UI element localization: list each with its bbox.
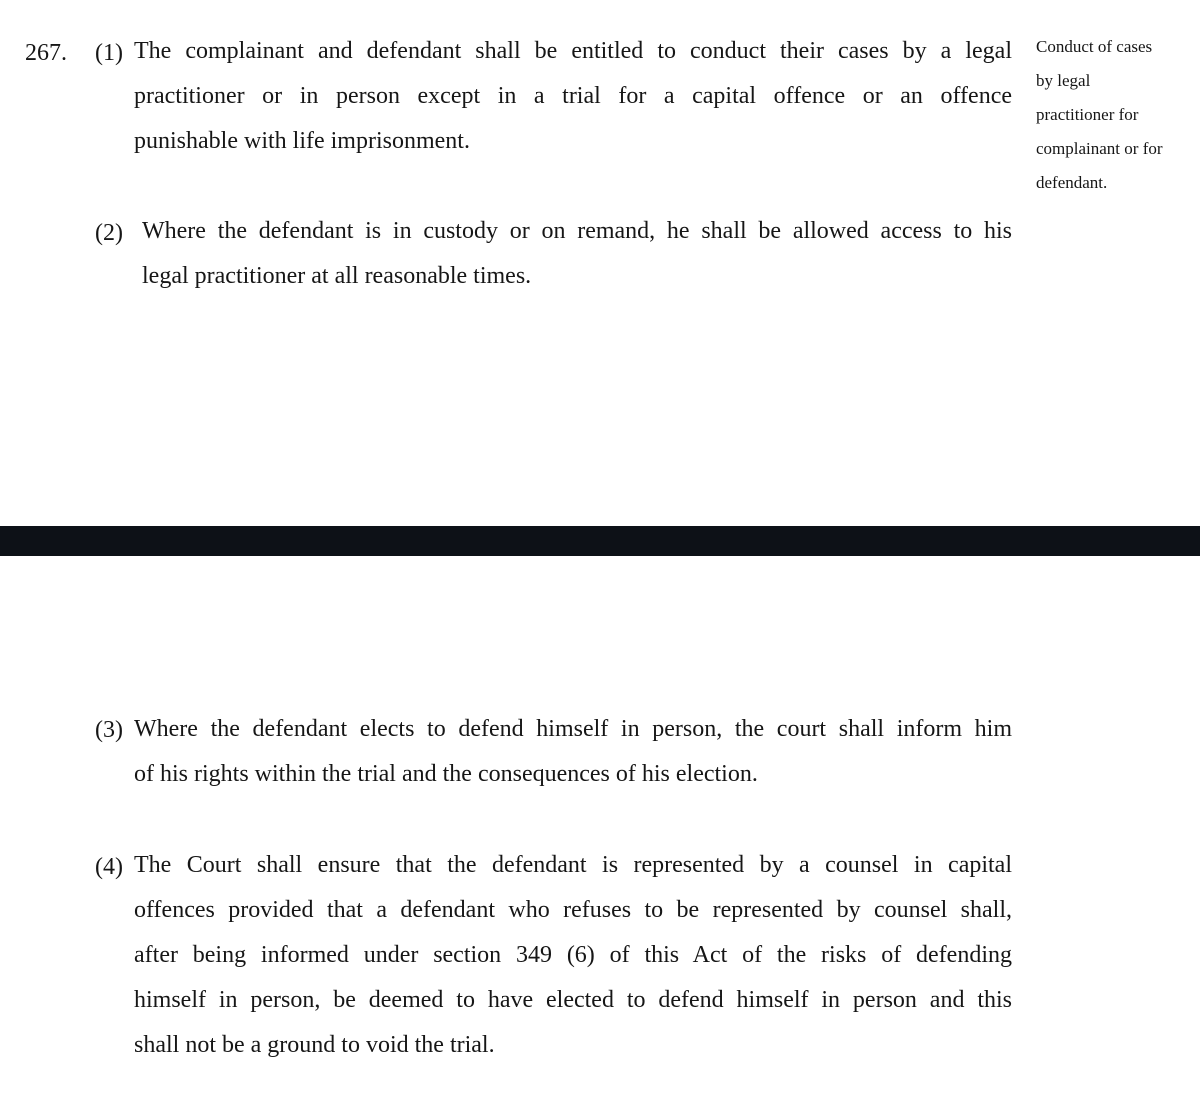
marginal-note bbox=[1036, 30, 1196, 200]
subsection-4-line-1: The Court shall ensure that the defendant is represented by a counsel in capital bbox=[134, 852, 1012, 878]
subsection-3-line-2: of his rights within the trial and the consequences of his election. bbox=[134, 761, 758, 787]
divider-band bbox=[0, 526, 1200, 556]
subsection-4-marker: (4) bbox=[95, 854, 123, 880]
subsection-2-line-2: legal practitioner at all reasonable times. bbox=[142, 263, 532, 289]
subsection-3-marker: (3) bbox=[95, 717, 123, 743]
marginal-note-line-2: by legal bbox=[1036, 71, 1091, 90]
subsection-2-marker: (2) bbox=[95, 220, 123, 246]
subsection-2-line-1: Where the defendant is in custody or on remand, he shall be allowed access to his bbox=[142, 218, 1012, 244]
subsection-4-line-5: shall not be a ground to void the trial. bbox=[134, 1032, 495, 1058]
subsection-3-text bbox=[134, 707, 1012, 797]
subsection-1-line-1: The complainant and defendant shall be entitled to conduct their cases by a legal bbox=[134, 38, 1012, 64]
subsection-2-text bbox=[142, 209, 1012, 299]
subsection-4-text bbox=[134, 843, 1012, 1068]
subsection-4-line-3: after being informed under section 349 (6) of this Act of the risks of defending bbox=[134, 942, 1012, 968]
subsection-1-line-3: punishable with life imprisonment. bbox=[134, 128, 470, 154]
subsection-1-line-2: practitioner or in person except in a trial for a capital offence or an offence bbox=[134, 83, 1012, 109]
marginal-note-line-3: practitioner for bbox=[1036, 105, 1139, 124]
subsection-3-line-1: Where the defendant elects to defend himself in person, the court shall inform him bbox=[134, 716, 1012, 742]
subsection-4-line-4: himself in person, be deemed to have elected to defend himself in person and this bbox=[134, 987, 1012, 1013]
subsection-1-text bbox=[134, 29, 1012, 164]
subsection-1-marker: (1) bbox=[95, 40, 123, 66]
marginal-note-line-4: complainant or for bbox=[1036, 139, 1163, 158]
marginal-note-line-1: Conduct of cases bbox=[1036, 37, 1153, 56]
subsection-4-line-2: offences provided that a defendant who refuses to be represented by counsel shall, bbox=[134, 897, 1012, 923]
marginal-note-line-5: defendant. bbox=[1036, 173, 1108, 192]
section-number: 267. bbox=[25, 40, 67, 66]
